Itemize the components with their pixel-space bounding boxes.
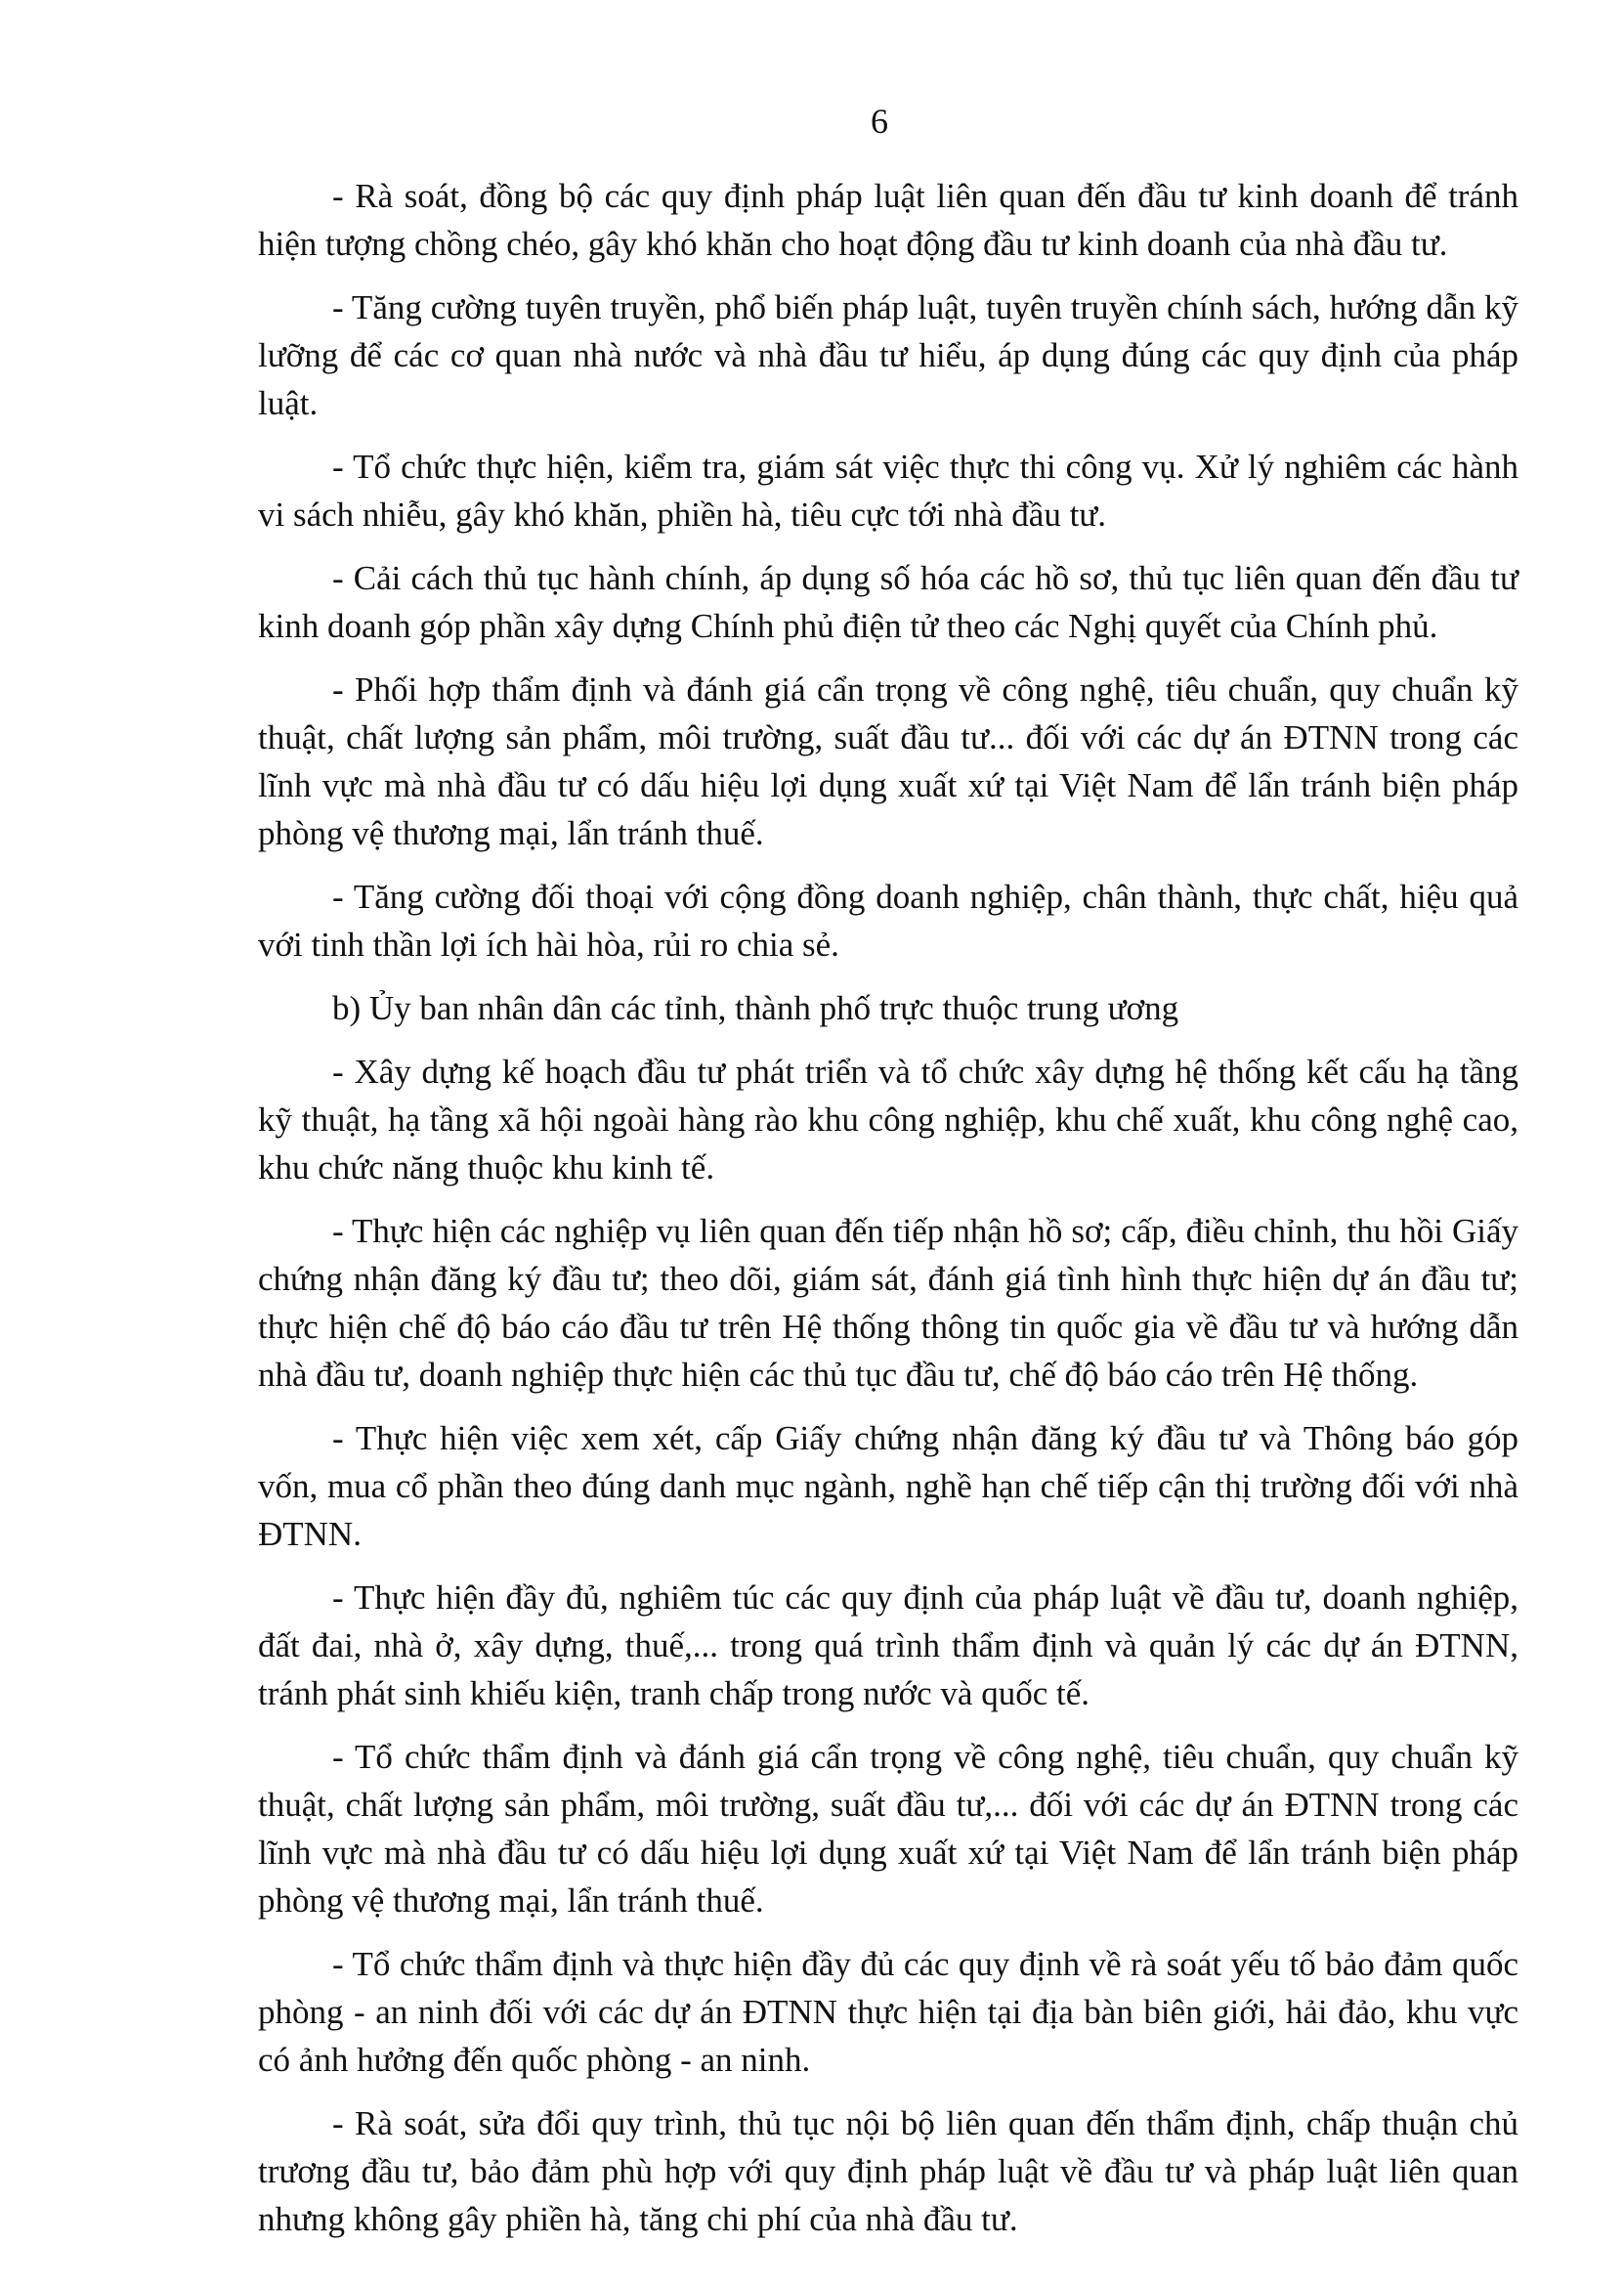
paragraph-coordinate-appraisal: - Phối hợp thẩm định và đánh giá cẩn trọng về công nghệ, tiêu chuẩn, quy chuẩn kỹ thuật, chất lượng sản phẩm, môi trường, suất đầu tư... đối với các dự án ĐTNN trong các lĩnh vực mà nhà đầu tư có dấu hiệu lợi dụng xuất xứ tại Việt Nam để lẩn tránh biện pháp phòng vệ thương mại, lẩn tránh thuế. — [258, 670, 1518, 852]
section-heading-provincial-committees: b) Ủy ban nhân dân các tỉnh, thành phố trực thuộc trung ương — [332, 989, 1179, 1027]
paragraph-defense-security: - Tổ chức thẩm định và thực hiện đầy đủ các quy định về rà soát yếu tố bảo đảm quốc phòng - an ninh đối với các dự án ĐTNN thực hiện tại địa bàn biên giới, hải đảo, khu vực có ảnh hưởng đến quốc phòng - an ninh. — [258, 1945, 1518, 2079]
paragraph-review-regulations: - Rà soát, đồng bộ các quy định pháp luật liên quan đến đầu tư kinh doanh để tránh hiện tượng chồng chéo, gây khó khăn cho hoạt động đầu tư kinh doanh của nhà đầu tư. — [258, 177, 1518, 263]
paragraph-business-dialogue: - Tăng cường đối thoại với cộng đồng doanh nghiệp, chân thành, thực chất, hiệu quả với tinh thần lợi ích hài hòa, rủi ro chia sẻ. — [258, 878, 1518, 964]
paragraph-administrative-reform: - Cải cách thủ tục hành chính, áp dụng số hóa các hồ sơ, thủ tục liên quan đến đầu tư kinh doanh góp phần xây dựng Chính phủ điện tử theo các Nghị quyết của Chính phủ. — [258, 559, 1518, 645]
paragraph-organize-appraisal: - Tổ chức thẩm định và đánh giá cẩn trọng về công nghệ, tiêu chuẩn, quy chuẩn kỹ thuật, chất lượng sản phẩm, môi trường, suất đầu tư,... đối với các dự án ĐTNN trong các lĩnh vực mà nhà đầu tư có dấu hiệu lợi dụng xuất xứ tại Việt Nam để lẩn tránh biện pháp phòng vệ thương mại, lẩn tránh thuế. — [258, 1738, 1518, 1920]
paragraph-internal-procedures: - Rà soát, sửa đổi quy trình, thủ tục nội bộ liên quan đến thẩm định, chấp thuận chủ trương đầu tư, bảo đảm phù hợp với quy định pháp luật về đầu tư và pháp luật liên quan nhưng không gây phiền hà, tăng chi phí của nhà đầu tư. — [258, 2104, 1518, 2238]
paragraph-certificate-issuance: - Thực hiện việc xem xét, cấp Giấy chứng nhận đăng ký đầu tư và Thông báo góp vốn, mua cổ phần theo đúng danh mục ngành, nghề hạn chế tiếp cận thị trường đối với nhà ĐTNN. — [258, 1419, 1518, 1553]
paragraph-full-compliance: - Thực hiện đầy đủ, nghiêm túc các quy định của pháp luật về đầu tư, doanh nghiệp, đất đai, nhà ở, xây dựng, thuế,... trong quá trình thẩm định và quản lý các dự án ĐTNN, tránh phát sinh khiếu kiện, tranh chấp trong nước và quốc tế. — [258, 1578, 1518, 1712]
paragraph-inspection-supervision: - Tổ chức thực hiện, kiểm tra, giám sát việc thực thi công vụ. Xử lý nghiêm các hành vi sách nhiễu, gây khó khăn, phiền hà, tiêu cực tới nhà đầu tư. — [258, 448, 1518, 534]
body-text — [258, 172, 1518, 2259]
page-number: 6 — [871, 102, 888, 141]
paragraph-infrastructure-plan: - Xây dựng kế hoạch đầu tư phát triển và tổ chức xây dựng hệ thống kết cấu hạ tầng kỹ thuật, hạ tầng xã hội ngoài hàng rào khu công nghiệp, khu chế xuất, khu công nghệ cao, khu chức năng thuộc khu kinh tế. — [258, 1053, 1518, 1187]
paragraph-legal-dissemination: - Tăng cường tuyên truyền, phổ biến pháp luật, tuyên truyền chính sách, hướng dẫn kỹ lưỡng để các cơ quan nhà nước và nhà đầu tư hiểu, áp dụng đúng các quy định của pháp luật. — [258, 288, 1518, 422]
paragraph-registration-procedures: - Thực hiện các nghiệp vụ liên quan đến tiếp nhận hồ sơ; cấp, điều chỉnh, thu hồi Giấy chứng nhận đăng ký đầu tư; theo dõi, giám sát, đánh giá tình hình thực hiện dự án đầu tư; thực hiện chế độ báo cáo đầu tư trên Hệ thống thông tin quốc gia về đầu tư và hướng dẫn nhà đầu tư, doanh nghiệp thực hiện các thủ tục đầu tư, chế độ báo cáo trên Hệ thống. — [258, 1212, 1518, 1394]
